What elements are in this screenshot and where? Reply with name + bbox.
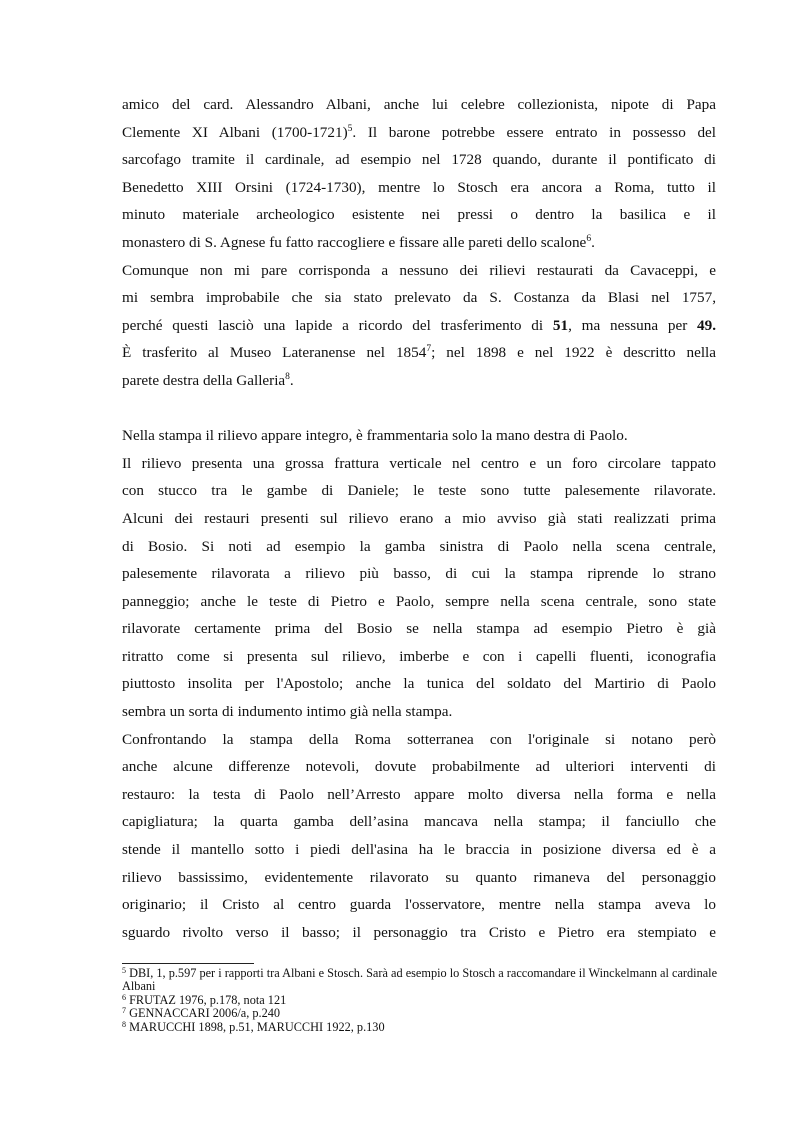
text-run: Comunque non mi pare corrisponda a nessuno dei rilievi restaurati da Cavaceppi, e — [122, 261, 716, 279]
paragraph — [122, 726, 716, 947]
text-line — [122, 201, 716, 229]
text-run: stende il mantello sotto i piedi dell'asina ha le braccia in posizione diversa ed è a — [122, 841, 716, 859]
text-line — [122, 560, 716, 588]
footnote-text: FRUTAZ 1976, p.178, nota 121 — [126, 992, 287, 1007]
text-run: originario; il Cristo al centro guarda l'osservatore, mentre nella stampa aveva lo — [122, 896, 716, 914]
text-run: anche alcune differenze notevoli, dovute probabilmente ad ulteriori interventi di — [122, 758, 716, 776]
footnote — [122, 1007, 722, 1020]
text-line — [122, 919, 716, 947]
paragraph — [122, 257, 716, 395]
footnote-number: 8 — [122, 1019, 126, 1029]
text-line — [122, 753, 716, 781]
text-line — [122, 670, 716, 698]
text-run: rilavorate certamente prima del Bosio se nella stampa ad esempio Pietro è già — [122, 620, 716, 638]
text-run: amico del card. Alessandro Albani, anche lui celebre collezionista, nipote di Papa — [122, 96, 716, 113]
text-line — [122, 450, 716, 478]
text-line — [122, 91, 716, 119]
text-line — [122, 836, 716, 864]
text-line — [122, 726, 716, 754]
text-run: sarcofago tramite il cardinale, ad esempio nel 1728 quando, durante il pontificato di — [122, 151, 716, 169]
text-run: ritratto come si presenta sul rilievo, imberbe e con i capelli fluenti, iconografia — [122, 647, 716, 665]
text-line — [122, 119, 716, 147]
text-run: minuto materiale archeologico esistente nei pressi o dentro la basilica e il — [122, 206, 716, 224]
text-line — [122, 174, 716, 202]
footnote-number: 7 — [122, 1006, 126, 1016]
footnotes — [122, 967, 722, 1034]
footnote-separator — [122, 963, 254, 964]
footnote-ref: 7 — [426, 344, 432, 355]
text-run: di Bosio. Si noti ad esempio la gamba sinistra di Paolo nella scena centrale, — [122, 537, 716, 555]
text-line — [122, 781, 716, 809]
text-run: Alcuni dei restauri presenti sul rilievo erano a mio avviso già stati realizzati prima — [122, 509, 716, 527]
text-run: Nella stampa il rilievo appare integro, è frammentaria solo la mano destra di Paolo. — [122, 427, 628, 445]
footnote-number: 5 — [122, 966, 126, 975]
text-line — [122, 257, 716, 285]
footnote-text: GENNACCARI 2006/a, p.240 — [126, 1006, 281, 1021]
text-line — [122, 588, 716, 616]
text-line — [122, 698, 716, 726]
text-run: Confrontando la stampa della Roma sotterranea con l'originale si notano però — [122, 730, 716, 748]
text-run: palesemente rilavorata a rilievo più basso, di cui la stampa riprende lo strano — [122, 565, 716, 583]
text-run: . Il barone potrebbe essere entrato in possesso del — [352, 123, 717, 141]
text-line — [122, 229, 716, 257]
text-run: monastero di S. Agnese fu fatto raccogliere e fissare alle pareti dello scalone — [122, 233, 587, 251]
text-run: . — [289, 371, 294, 389]
footnote — [122, 1021, 722, 1034]
text-line — [122, 891, 716, 919]
text-run: , ma nessuna per — [568, 316, 698, 334]
text-line — [122, 808, 716, 836]
text-line — [122, 864, 716, 892]
paragraph — [122, 91, 716, 257]
paragraph — [122, 422, 716, 450]
footnote-text: MARUCCHI 1898, p.51, MARUCCHI 1922, p.130 — [126, 1019, 385, 1034]
text-run: piuttosto insolita per l'Apostolo; anche la tunica del soldato del Martirio di Paolo — [122, 675, 716, 693]
footnote-ref: 6 — [586, 233, 592, 244]
footnote-text: DBI, 1, p.597 per i rapporti tra Albani e Stosch. Sarà ad esempio lo Stosch a raccomandare il Winckelmann al cardinale Albani — [122, 966, 718, 994]
text-run: parete destra della Galleria — [122, 371, 286, 389]
text-run: perché questi lasciò una lapide a ricordo del trasferimento di — [122, 316, 553, 334]
text-line — [122, 284, 716, 312]
text-run: panneggio; anche le teste di Pietro e Paolo, sempre nella scena centrale, sono state — [122, 592, 716, 610]
paragraph — [122, 450, 716, 726]
bold-number: 49. — [697, 316, 717, 334]
text-line — [122, 505, 716, 533]
text-run: rilievo bassissimo, evidentemente rilavorato su quanto rimaneva del personaggio — [122, 868, 716, 886]
text-run: Il rilievo presenta una grossa frattura verticale nel centro e un foro circolare tappato — [122, 454, 716, 472]
bold-number: 51 — [552, 316, 569, 334]
text-run: sembra un sorta di indumento intimo già nella stampa. — [122, 703, 453, 721]
text-run: capigliatura; la quarta gamba dell’asina mancava nella stampa; il fanciullo che — [122, 813, 716, 831]
text-run: . — [591, 233, 595, 251]
text-line — [122, 477, 716, 505]
text-run: con stucco tra le gambe di Daniele; le teste sono tutte palesemente rilavorate. — [122, 482, 716, 500]
footnote-ref: 8 — [285, 371, 290, 382]
text-run: sguardo rivolto verso il basso; il personaggio tra Cristo e Pietro era stempiato e — [122, 923, 716, 941]
text-run: È trasferito al Museo Lateranense nel 1854 — [122, 344, 427, 362]
text-line — [122, 615, 716, 643]
text-run: mi sembra improbabile che sia stato prelevato da S. Costanza da Blasi nel 1757, — [122, 289, 716, 307]
text-line — [122, 643, 716, 671]
footnote — [122, 994, 722, 1007]
text-line — [122, 146, 716, 174]
text-run: Clemente XI Albani (1700-1721) — [122, 123, 348, 141]
text-run: restauro: la testa di Paolo nell’Arresto appare molto diversa nella forma e nella — [122, 785, 716, 803]
footnote-ref: 5 — [347, 123, 353, 134]
text-run: Benedetto XIII Orsini (1724-1730), mentre lo Stosch era ancora a Roma, tutto il — [122, 178, 716, 196]
footnote-number: 6 — [122, 992, 126, 1002]
text-line — [122, 339, 716, 367]
text-run: ; nel 1898 e nel 1922 è descritto nella — [431, 344, 717, 362]
footnote — [122, 967, 722, 994]
text-line — [122, 367, 716, 395]
text-line — [122, 312, 716, 340]
paragraph-gap — [122, 395, 716, 423]
body-text — [122, 91, 716, 946]
text-line — [122, 533, 716, 561]
text-line — [122, 422, 716, 450]
